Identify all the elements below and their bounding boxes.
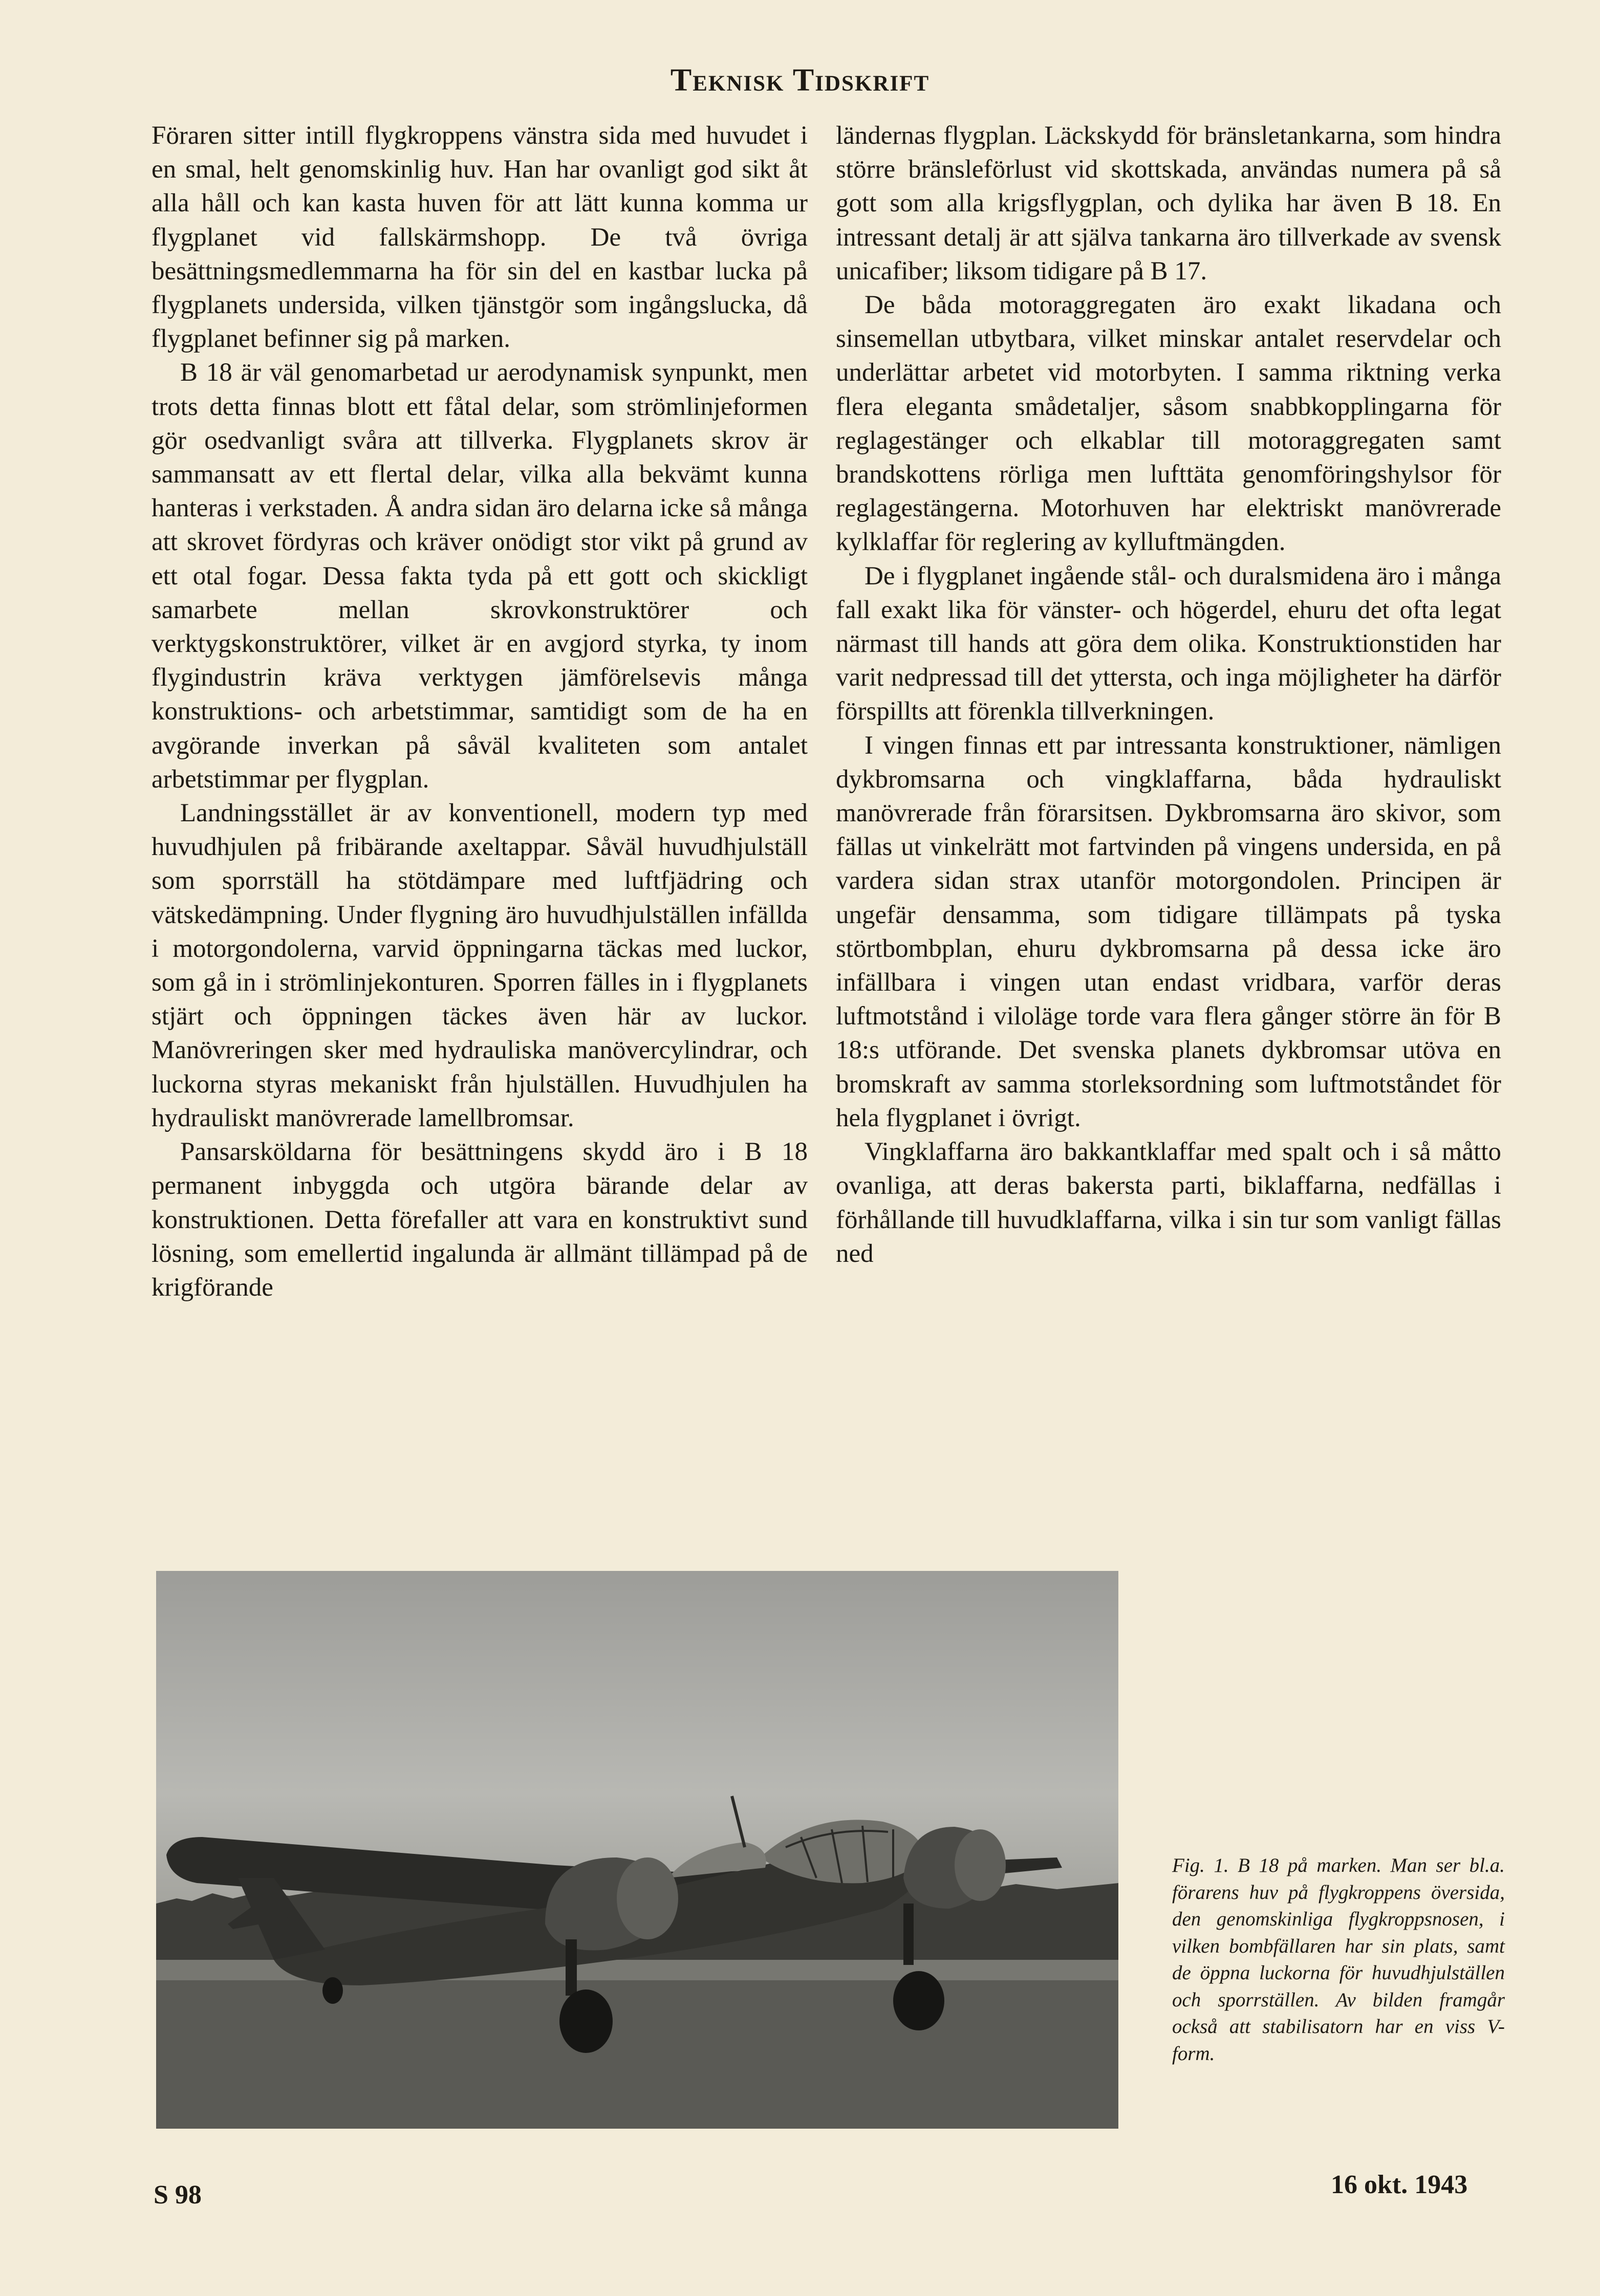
- caption-text: Fig. 1. B 18 på marken. Man ser bl.a. förarens huv på flygkroppens översida, den genomskinliga flygkroppsnosen, i vilken bombfällaren har sin plats, samt de öppna luckorna för huvudhjulställen och sporrställen. Av bilden framgår också att stabilisatorn har en viss V-form.: [1172, 1854, 1505, 2065]
- issue-date: 16 okt. 1943: [1331, 2170, 1468, 2199]
- journal-header: Teknisk Tidskrift: [670, 63, 930, 98]
- aircraft-photo: [156, 1571, 1118, 2129]
- paragraph: Föraren sitter intill flygkroppens vänstra sida med huvudet i en smal, helt genomskinlig huv. Han har ovanligt god sikt åt alla håll och kan kasta huven för att lätt kunna komma ur flygplanet vid fallskärmshopp. De två övriga besättningsmedlemmarna ha för sin del en kastbar lucka på flygplanets undersida, vilken tjänstgör som ingångslucka, då flygplanet befinner sig på marken.: [152, 121, 808, 354]
- paragraph: De båda motoraggregaten äro exakt likadana och sinsemellan utbytbara, vilket minskar antalet reservdelar och underlättar arbetet vid motorbyten. I samma riktning verka flera eleganta smådetaljer, såsom snabbkopplingarna för reglagestänger och elkablar till motoraggregaten samt brandskottens rörliga men lufttäta genomföringshylsor för reglagestängerna. Motorhuven har elektriskt manövrerade kylklaffar för reglering av kylluftmängden.: [836, 291, 1501, 557]
- paragraph: Pansarsköldarna för besättningens skydd äro i B 18 permanent inbyggda och utgöra bärande delar av konstruktionen. Detta förefaller att vara en konstruktivt sund lösning, som emellertid ingalunda är allmänt tillämpad på de krigförande: [152, 1138, 808, 1302]
- paragraph: I vingen finnas ett par intressanta konstruktioner, nämligen dykbromsarna och vingklaffarna, båda hydrauliskt manövrerade från förarsitsen. Dykbromsarna äro skivor, som fällas ut vinkelrätt mot fartvinden på vingens undersida, en på vardera sidan strax utanför motorgondolen. Principen är ungefär densamma, som tidigare tillämpats på tyska störtbombplan, ehuru dykbromsarna på dessa icke äro infällbara i vingen utan endast vridbara, varför deras luftmotstånd i viloläge torde vara flera gånger större än för B 18:s utförande. Det svenska planets dykbromsar utöva en bromskraft av samma storleksordning som luftmotståndet för hela flygplanet i övrigt.: [836, 731, 1501, 1132]
- paragraph: Landningsstället är av konventionell, modern typ med huvudhjulen på fribärande axeltappar. Såväl huvudhjulställ som sporrställ ha stötdämpare med luftfjädring och vätskedämpning. Under flygning äro huvudhjulställen infällda i motorgondolerna, varvid öppningarna täckas med luckor, som gå in i strömlinjekonturen. Sporren fälles in i flygplanets stjärt och öppningen täckes även här av luckor. Manövreringen sker med hydrauliska manövercylindrar, och luckorna styras mekaniskt från hjulställen. Huvudhjulen ha hydrauliskt manövrerade lamellbromsar.: [152, 799, 808, 1132]
- paragraph: Vingklaffarna äro bakkantklaffar med spalt och i så måtto ovanliga, att deras bakersta parti, biklaffarna, nedfällas i förhållande till huvudklaffarna, vilka i sin tur som vanligt fällas ned: [836, 1138, 1501, 1268]
- paragraph: B 18 är väl genomarbetad ur aerodynamisk synpunkt, men trots detta finnas blott ett fåtal delar, som strömlinjeformen gör osedvanligt svåra att tillverka. Flygplanets skrov är sammansatt av ett flertal delar, vilka alla bekvämt kunna hanteras i verkstaden. Å andra sidan äro delarna icke så många att skrovet fördyras och kräver onödigt stor vikt på grund av ett otal fogar. Dessa fakta tyda på ett gott och skickligt samarbete mellan skrovkonstruktörer och verktygskonstruktörer, vilket är en avgjord styrka, ty inom flygindustrin kräva verktygen jämförelsevis många konstruktions- och arbetstimmar, samtidigt som de ha en avgörande inverkan på såväl kvaliteten som antalet arbetstimmar per flygplan.: [152, 358, 808, 794]
- figure-caption: [1172, 1852, 1505, 2067]
- paragraph: ländernas flygplan. Läckskydd för bränsletankarna, som hindra större bränsleförlust vid skottskada, användas numera på så gott som alla krigsflygplan, och dylika har även B 18. En intressant detalj är att själva tankarna äro tillverkade av svensk unicafiber; liksom tidigare på B 17.: [836, 121, 1501, 286]
- page-number: S 98: [154, 2180, 202, 2210]
- right-column: [836, 119, 1501, 1271]
- paragraph: De i flygplanet ingående stål- och duralsmidena äro i många fall exakt lika för vänster- och högerdel, ehuru det ofta legat närmast till hands att göra dem olika. Konstruktionstiden har varit nedpressad till det yttersta, och inga möjligheter ha därför förspillts att förenkla tillverkningen.: [836, 561, 1501, 726]
- left-column: [152, 119, 808, 1304]
- aircraft-illustration: [156, 1571, 1118, 2129]
